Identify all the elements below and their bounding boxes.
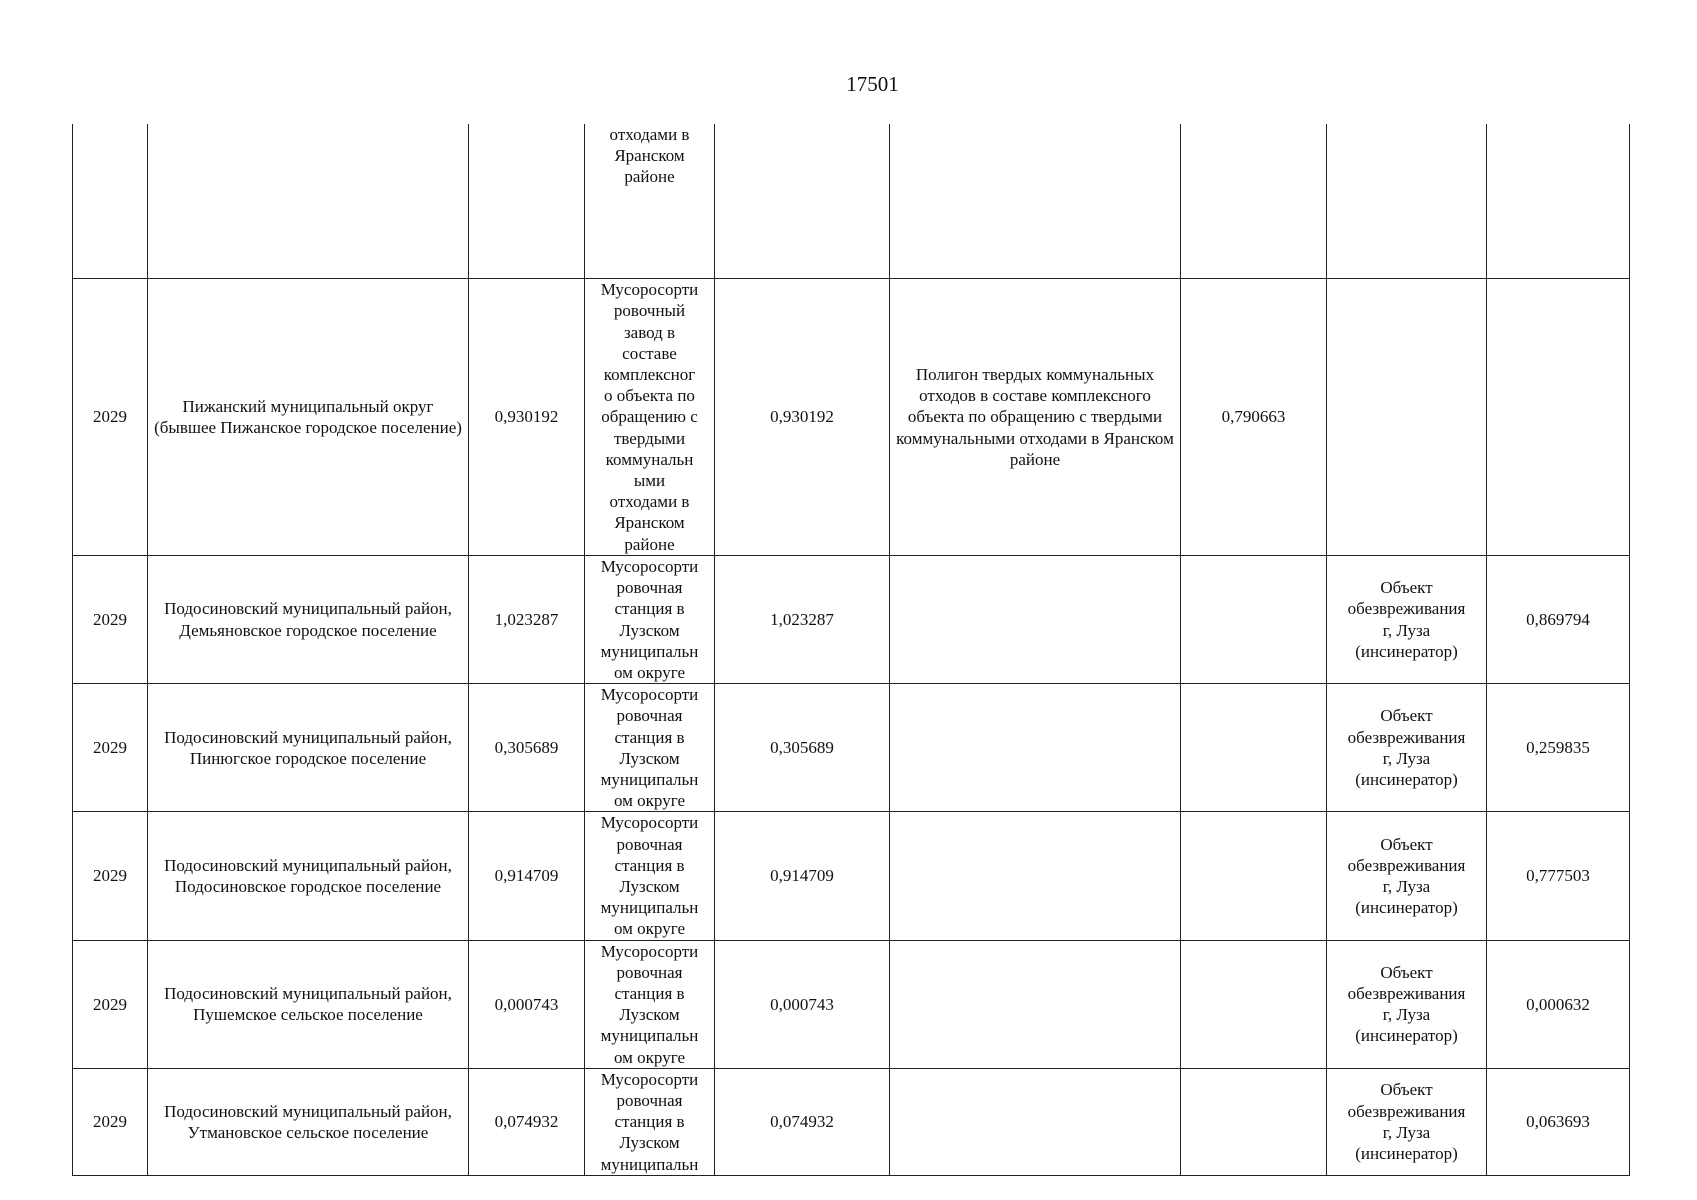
cell-year: 2029 [73, 279, 148, 556]
cell-landfill [890, 124, 1181, 279]
table-row [73, 684, 1630, 812]
cell-sorting-facility: Мусоросорти ровочная станция в Лузском муниципальн [585, 1068, 715, 1175]
cell-neutralization: Объект обезвреживания г, Луза (инсинератор) [1327, 812, 1487, 940]
cell-neutralization-value: 0,777503 [1487, 812, 1630, 940]
cell-value2: 0,000743 [715, 940, 890, 1068]
cell-neutralization: Объект обезвреживания г, Луза (инсинератор) [1327, 556, 1487, 684]
cell-neutralization-value [1487, 124, 1630, 279]
cell-value2: 1,023287 [715, 556, 890, 684]
cell-municipality: Пижанский муниципальный округ (бывшее Пижанское городское поселение) [148, 279, 469, 556]
cell-neutralization-value: 0,869794 [1487, 556, 1630, 684]
cell-value1: 0,000743 [469, 940, 585, 1068]
cell-value1 [469, 124, 585, 279]
table-row [73, 812, 1630, 940]
cell-value2 [715, 124, 890, 279]
cell-landfill-value [1181, 684, 1327, 812]
cell-neutralization-value: 0,063693 [1487, 1068, 1630, 1175]
table-row [73, 556, 1630, 684]
cell-neutralization: Объект обезвреживания г, Луза (инсинератор) [1327, 1068, 1487, 1175]
cell-value2: 0,914709 [715, 812, 890, 940]
cell-neutralization [1327, 279, 1487, 556]
cell-year [73, 124, 148, 279]
cell-neutralization: Объект обезвреживания г, Луза (инсинератор) [1327, 684, 1487, 812]
cell-neutralization: Объект обезвреживания г, Луза (инсинератор) [1327, 940, 1487, 1068]
cell-sorting-facility: Мусоросорти ровочный завод в составе комплексног о объекта по обращению с твердыми коммунальн ыми отходами в Яранском районе [585, 279, 715, 556]
cell-landfill-value [1181, 812, 1327, 940]
cell-value2: 0,305689 [715, 684, 890, 812]
cell-neutralization-value: 0,000632 [1487, 940, 1630, 1068]
cell-neutralization-value [1487, 279, 1630, 556]
page-number: 17501 [846, 72, 899, 96]
cell-municipality: Подосиновский муниципальный район, Пинюгское городское поселение [148, 684, 469, 812]
cell-year: 2029 [73, 1068, 148, 1175]
cell-municipality: Подосиновский муниципальный район, Утмановское сельское поселение [148, 1068, 469, 1175]
cell-municipality: Подосиновский муниципальный район, Подосиновское городское поселение [148, 812, 469, 940]
cell-value2: 0,930192 [715, 279, 890, 556]
cell-municipality: Подосиновский муниципальный район, Демьяновское городское поселение [148, 556, 469, 684]
cell-municipality: Подосиновский муниципальный район, Пушемское сельское поселение [148, 940, 469, 1068]
cell-value1: 1,023287 [469, 556, 585, 684]
cell-value1: 0,930192 [469, 279, 585, 556]
cell-neutralization-value: 0,259835 [1487, 684, 1630, 812]
cell-sorting-facility: Мусоросорти ровочная станция в Лузском муниципальн ом округе [585, 684, 715, 812]
cell-year: 2029 [73, 812, 148, 940]
table-row [73, 279, 1630, 556]
cell-landfill-value [1181, 1068, 1327, 1175]
cell-municipality [148, 124, 469, 279]
waste-flow-table [72, 124, 1630, 1176]
table-row [73, 940, 1630, 1068]
cell-sorting-facility: Мусоросорти ровочная станция в Лузском муниципальн ом округе [585, 940, 715, 1068]
cell-value1: 0,074932 [469, 1068, 585, 1175]
cell-landfill-value [1181, 556, 1327, 684]
cell-year: 2029 [73, 556, 148, 684]
cell-landfill-value [1181, 940, 1327, 1068]
cell-year: 2029 [73, 940, 148, 1068]
cell-landfill [890, 812, 1181, 940]
cell-landfill [890, 556, 1181, 684]
cell-landfill [890, 684, 1181, 812]
cell-sorting-facility: отходами в Яранском районе [585, 124, 715, 279]
cell-landfill: Полигон твердых коммунальных отходов в составе комплексного объекта по обращению с твердыми коммунальными отходами в Яранском районе [890, 279, 1181, 556]
cell-landfill-value: 0,790663 [1181, 279, 1327, 556]
cell-value1: 0,914709 [469, 812, 585, 940]
cell-sorting-facility: Мусоросорти ровочная станция в Лузском муниципальн ом округе [585, 812, 715, 940]
cell-year: 2029 [73, 684, 148, 812]
table-row-continuation [73, 124, 1630, 279]
cell-landfill [890, 940, 1181, 1068]
cell-landfill-value [1181, 124, 1327, 279]
cell-neutralization [1327, 124, 1487, 279]
cell-landfill [890, 1068, 1181, 1175]
table-row [73, 1068, 1630, 1175]
cell-value1: 0,305689 [469, 684, 585, 812]
cell-sorting-facility: Мусоросорти ровочная станция в Лузском муниципальн ом округе [585, 556, 715, 684]
cell-value2: 0,074932 [715, 1068, 890, 1175]
